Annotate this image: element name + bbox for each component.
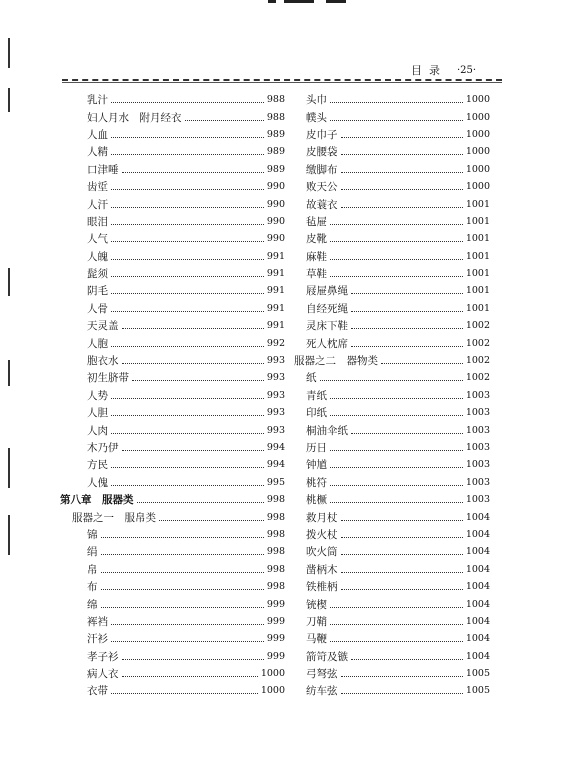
toc-entry — [294, 282, 490, 299]
toc-entry-page: 1004 — [465, 598, 490, 610]
dot-leader — [101, 607, 264, 608]
toc-column-right — [294, 91, 490, 700]
toc-entry-title: 历日 — [306, 442, 327, 454]
toc-entry — [294, 474, 490, 491]
toc-entry-title: 青纸 — [306, 389, 327, 402]
toc-entry-page: 994 — [266, 459, 285, 471]
toc-entry-page: 988 — [266, 94, 285, 106]
running-header — [411, 62, 501, 78]
dot-leader — [185, 120, 264, 121]
toc-entry — [60, 282, 285, 299]
toc-entry-page: 988 — [266, 111, 285, 123]
toc-entry-title: 人魄 — [87, 250, 108, 263]
toc-entry — [60, 248, 285, 265]
header-rule-solid — [62, 82, 502, 83]
dot-leader — [351, 328, 463, 329]
dot-leader — [111, 189, 264, 190]
toc-entry-page: 994 — [266, 442, 285, 453]
toc-entry-page: 993 — [266, 407, 285, 419]
toc-entry-title: 箭笴及镞 — [306, 650, 348, 663]
toc-entry-page: 1004 — [465, 546, 490, 558]
toc-entry-title: 皮腰袋 — [306, 146, 338, 159]
toc-entry-title: 灵床下鞋 — [306, 320, 348, 333]
dot-leader — [111, 624, 264, 625]
toc-entry — [294, 161, 490, 178]
toc-entry-title: 死人枕席 — [306, 337, 348, 350]
toc-entry — [60, 300, 285, 317]
toc-entry-page: 1004 — [465, 615, 490, 627]
toc-entry-title: 刀鞘 — [306, 615, 327, 628]
toc-entry-title: 病人衣 — [87, 668, 119, 681]
toc-entry-page: 989 — [266, 128, 285, 140]
dot-leader — [111, 102, 264, 103]
toc-entry-title: 马鞭 — [306, 633, 327, 646]
toc-entry-title: 皮靴 — [306, 233, 327, 246]
toc-entry-title: 桃橛 — [306, 494, 327, 507]
toc-entry-title: 毡屉 — [306, 215, 327, 228]
toc-entry — [60, 108, 285, 125]
dot-leader — [111, 224, 264, 225]
dot-leader — [330, 607, 463, 608]
toc-entry-title: 汗衫 — [87, 633, 108, 646]
toc-entry-title: 败天公 — [306, 181, 338, 194]
toc-entry-page: 992 — [266, 337, 285, 349]
dot-leader — [111, 415, 264, 416]
toc-entry-page: 999 — [266, 615, 285, 627]
toc-entry — [60, 595, 285, 612]
toc-entry-title: 弓弩弦 — [306, 668, 338, 681]
toc-entry — [60, 195, 285, 212]
toc-entry — [294, 456, 490, 473]
binding-edge-line — [8, 360, 10, 386]
toc-entry-title: 人血 — [87, 128, 108, 141]
binding-edge-line — [8, 268, 10, 296]
dot-leader — [122, 172, 264, 173]
header-rule-dashed — [62, 79, 502, 81]
toc-entry-page: 1000 — [260, 668, 285, 680]
toc-entry-page: 1001 — [465, 215, 490, 227]
toc-entry — [294, 543, 490, 560]
dot-leader — [111, 398, 264, 399]
toc-entry-title: 桃符 — [306, 476, 327, 489]
toc-entry-title: 吹火筒 — [306, 546, 338, 559]
toc-entry — [60, 682, 285, 699]
dot-leader — [341, 554, 463, 555]
toc-entry-title: 布 — [87, 581, 98, 594]
toc-entry-page: 1003 — [465, 407, 490, 419]
toc-entry-title: 头巾 — [306, 94, 327, 107]
toc-entry-page: 991 — [266, 285, 285, 297]
toc-entry — [294, 561, 490, 578]
dot-leader — [330, 624, 463, 625]
toc-entry — [294, 265, 490, 282]
toc-entry-page: 991 — [266, 302, 285, 314]
dot-leader — [122, 363, 264, 364]
toc-entry-title: 裈裆 — [87, 615, 108, 628]
binding-edge-line — [8, 515, 10, 555]
toc-entry — [294, 248, 490, 265]
toc-entry-title: 凿柄木 — [306, 563, 338, 576]
dot-leader — [122, 328, 264, 329]
dot-leader — [341, 207, 463, 208]
dot-leader — [101, 589, 264, 590]
dot-leader — [122, 659, 264, 660]
toc-entry — [60, 630, 285, 647]
toc-entry — [60, 91, 285, 108]
toc-entry-title: 木乃伊 — [87, 442, 119, 454]
toc-entry-page: 998 — [266, 494, 285, 506]
toc-entry-page: 1004 — [465, 528, 490, 540]
toc-entry-title: 人汗 — [87, 198, 108, 211]
dot-leader — [101, 537, 264, 538]
dot-leader — [341, 693, 463, 694]
dot-leader — [341, 537, 463, 538]
toc-column-left — [60, 91, 285, 700]
dot-leader — [111, 693, 258, 694]
dot-leader — [351, 433, 463, 434]
toc-entry-page: 991 — [266, 320, 285, 332]
toc-entry-page: 1002 — [465, 320, 490, 332]
header-title: 目录 — [411, 64, 447, 77]
toc-entry-page: 991 — [266, 268, 285, 280]
toc-entry-page: 1004 — [465, 633, 490, 645]
toc-entry — [294, 439, 490, 456]
toc-entry-title: 绢 — [87, 546, 98, 559]
dot-leader — [341, 572, 463, 573]
dot-leader — [111, 207, 264, 208]
toc-entry-page: 1000 — [465, 128, 490, 140]
toc-entry-page: 1000 — [465, 146, 490, 158]
dot-leader — [132, 380, 264, 381]
dot-leader — [351, 293, 463, 294]
dot-leader — [111, 433, 264, 434]
toc-entry — [294, 369, 490, 386]
toc-entry-page: 999 — [266, 633, 285, 645]
toc-entry — [294, 595, 490, 612]
toc-entry-page: 1000 — [465, 181, 490, 193]
toc-entry-title: 绵 — [87, 598, 98, 611]
binding-edge-line — [8, 38, 10, 68]
dot-leader — [351, 311, 463, 312]
toc-entry-title: 孝子衫 — [87, 650, 119, 663]
toc-entry-title: 帛 — [87, 563, 98, 576]
toc-entry-page: 990 — [266, 233, 285, 245]
toc-entry-page: 1001 — [465, 285, 490, 297]
toc-entry — [60, 665, 285, 682]
dot-leader — [320, 380, 463, 381]
toc-entry-title: 故蓑衣 — [306, 198, 338, 211]
toc-entry-title: 幞头 — [306, 111, 327, 124]
toc-entry-page: 1001 — [465, 233, 490, 245]
toc-entry — [294, 334, 490, 351]
toc-entry-page: 1003 — [465, 459, 490, 471]
toc-entry-title: 缴脚布 — [306, 163, 338, 176]
toc-entry-page: 991 — [266, 250, 285, 262]
toc-entry-title: 人骨 — [87, 302, 108, 315]
toc-entry-title: 锦 — [87, 528, 98, 541]
dot-leader — [122, 450, 264, 451]
dot-leader — [341, 172, 463, 173]
toc-entry-page: 1003 — [465, 494, 490, 506]
toc-entry — [60, 161, 285, 178]
toc-entry-page: 1004 — [465, 511, 490, 523]
dot-leader — [111, 241, 264, 242]
toc-section-entry — [60, 508, 285, 525]
dot-leader — [330, 502, 463, 503]
toc-entry-page: 998 — [266, 546, 285, 558]
toc-entry — [294, 387, 490, 404]
toc-entry-title: 髭须 — [87, 268, 108, 281]
dot-leader — [330, 398, 463, 399]
toc-entry-title: 人傀 — [87, 476, 108, 489]
dot-leader — [330, 450, 463, 451]
toc-entry-title: 人气 — [87, 233, 108, 246]
toc-entry — [294, 682, 490, 699]
dot-leader — [330, 102, 463, 103]
toc-entry — [294, 491, 490, 508]
dot-leader — [101, 572, 264, 573]
toc-entry — [60, 369, 285, 386]
toc-entry — [60, 526, 285, 543]
toc-entry-page: 998 — [266, 581, 285, 593]
dot-leader — [351, 659, 463, 660]
toc-entry — [60, 317, 285, 334]
toc-entry-page: 993 — [266, 389, 285, 401]
toc-entry — [60, 578, 285, 595]
toc-entry — [60, 178, 285, 195]
toc-entry-title: 钟馗 — [306, 459, 327, 472]
toc-entry-title: 铳楔 — [306, 598, 327, 611]
toc-entry — [60, 143, 285, 160]
toc-entry-title: 妇人月水 附月经衣 — [87, 111, 182, 124]
toc-entry-title: 阴毛 — [87, 285, 108, 298]
dot-leader — [351, 346, 463, 347]
dot-leader — [330, 415, 463, 416]
toc-entry-page: 1002 — [465, 355, 490, 367]
toc-entry-title: 人势 — [87, 389, 108, 402]
toc-entry-page: 999 — [266, 598, 285, 610]
toc-entry — [294, 108, 490, 125]
toc-entry — [60, 230, 285, 247]
toc-section-entry — [294, 352, 490, 369]
toc-entry-page: 999 — [266, 650, 285, 662]
toc-entry-page: 1000 — [465, 163, 490, 175]
toc-entry-title: 皮巾子 — [306, 128, 338, 141]
toc-entry-title: 口津唾 — [87, 163, 119, 176]
toc-entry-page: 1002 — [465, 337, 490, 349]
dot-leader — [159, 520, 264, 521]
toc-entry — [60, 387, 285, 404]
toc-entry-title: 人精 — [87, 146, 108, 159]
toc-entry — [60, 213, 285, 230]
toc-entry — [294, 648, 490, 665]
toc-entry-title: 衣带 — [87, 685, 108, 698]
toc-entry — [294, 630, 490, 647]
toc-entry-title: 服器之一 服帛类 — [72, 511, 156, 524]
toc-entry-page: 998 — [266, 511, 285, 523]
toc-entry — [294, 178, 490, 195]
toc-entry-title: 方民 — [87, 459, 108, 472]
dot-leader — [137, 502, 264, 503]
toc-entry-page: 1005 — [465, 668, 490, 680]
toc-entry-title: 胞衣水 — [87, 355, 119, 368]
toc-entry — [294, 578, 490, 595]
toc-entry — [60, 561, 285, 578]
toc-entry — [60, 648, 285, 665]
toc-entry-title: 齿垽 — [87, 181, 108, 194]
toc-entry — [294, 508, 490, 525]
toc-entry-page: 993 — [266, 372, 285, 384]
dot-leader — [330, 259, 463, 260]
toc-entry — [60, 265, 285, 282]
dot-leader — [111, 293, 264, 294]
toc-entry-title: 初生脐带 — [87, 372, 129, 385]
toc-entry-page: 1003 — [465, 476, 490, 488]
toc-entry-page: 998 — [266, 563, 285, 575]
dot-leader — [122, 676, 258, 677]
dot-leader — [111, 467, 264, 468]
dot-leader — [341, 520, 463, 521]
top-scan-marks — [268, 0, 358, 4]
toc-entry — [60, 352, 285, 369]
toc-entry-page: 1003 — [465, 442, 490, 453]
toc-entry — [294, 665, 490, 682]
toc-entry — [294, 126, 490, 143]
page-number: ·25· — [457, 64, 477, 76]
toc-entry — [294, 213, 490, 230]
dot-leader — [330, 467, 463, 468]
toc-entry-title: 服器之二 器物类 — [294, 355, 378, 368]
dot-leader — [111, 137, 264, 138]
toc-entry-title: 天灵盖 — [87, 320, 119, 333]
toc-entry-title: 草鞋 — [306, 268, 327, 281]
toc-entry — [60, 543, 285, 560]
toc-entry — [60, 613, 285, 630]
toc-entry — [60, 334, 285, 351]
toc-entry-title: 乳汁 — [87, 94, 108, 107]
toc-entry-title: 屐屉鼻绳 — [306, 285, 348, 298]
toc-entry-page: 1002 — [465, 372, 490, 384]
dot-leader — [111, 154, 264, 155]
toc-entry-title: 印纸 — [306, 407, 327, 420]
toc-entry — [294, 230, 490, 247]
toc-entry-title: 眼泪 — [87, 215, 108, 228]
toc-entry — [294, 317, 490, 334]
toc-entry — [294, 526, 490, 543]
toc-entry — [294, 421, 490, 438]
dot-leader — [111, 641, 264, 642]
toc-entry-page: 989 — [266, 146, 285, 158]
toc-entry-page: 990 — [266, 215, 285, 227]
toc-entry-page: 1001 — [465, 268, 490, 280]
dot-leader — [111, 276, 264, 277]
toc-entry-title: 麻鞋 — [306, 250, 327, 263]
toc-entry-page: 1004 — [465, 650, 490, 662]
toc-entry-page: 990 — [266, 198, 285, 210]
toc-entry-title: 人胞 — [87, 337, 108, 350]
toc-entry-page: 1003 — [465, 424, 490, 436]
toc-entry-page: 1000 — [465, 111, 490, 123]
toc-entry — [294, 613, 490, 630]
dot-leader — [111, 259, 264, 260]
toc-entry-title: 自经死绳 — [306, 302, 348, 315]
dot-leader — [330, 224, 463, 225]
toc-entry-page: 1001 — [465, 302, 490, 314]
dot-leader — [330, 641, 463, 642]
toc-entry-title: 第八章 服器类 — [60, 494, 134, 507]
toc-entry — [294, 91, 490, 108]
toc-entry-title: 拨火杖 — [306, 528, 338, 541]
toc-entry-page: 993 — [266, 424, 285, 436]
toc-entry-page: 1004 — [465, 581, 490, 593]
binding-edge-line — [8, 88, 10, 112]
toc-entry-title: 铁椎柄 — [306, 581, 338, 594]
toc-entry — [60, 421, 285, 438]
dot-leader — [330, 276, 463, 277]
dot-leader — [330, 485, 463, 486]
dot-leader — [101, 554, 264, 555]
dot-leader — [341, 137, 463, 138]
dot-leader — [341, 189, 463, 190]
toc-entry-title: 纸 — [306, 372, 317, 385]
dot-leader — [341, 676, 463, 677]
dot-leader — [341, 154, 463, 155]
toc-entry — [60, 456, 285, 473]
toc-entry-page: 1004 — [465, 563, 490, 575]
toc-entry-page: 989 — [266, 163, 285, 175]
dot-leader — [111, 485, 264, 486]
dot-leader — [330, 120, 463, 121]
toc-entry-page: 995 — [266, 476, 285, 488]
toc-entry-title: 桐油伞纸 — [306, 424, 348, 437]
dot-leader — [111, 311, 264, 312]
toc-entry — [294, 195, 490, 212]
dot-leader — [341, 589, 463, 590]
toc-entry — [60, 404, 285, 421]
toc-entry-title: 纺车弦 — [306, 685, 338, 698]
toc-entry-title: 救月杖 — [306, 511, 338, 524]
toc-entry-page: 1001 — [465, 198, 490, 210]
toc-entry — [294, 300, 490, 317]
dot-leader — [111, 346, 264, 347]
dot-leader — [330, 241, 463, 242]
toc-entry-page: 998 — [266, 528, 285, 540]
toc-entry-title: 人胆 — [87, 407, 108, 420]
toc-entry — [60, 474, 285, 491]
dot-leader — [381, 363, 463, 364]
toc-chapter-entry — [60, 491, 285, 508]
toc-entry — [294, 404, 490, 421]
toc-entry-page: 1005 — [465, 685, 490, 697]
toc-entry — [60, 439, 285, 456]
toc-entry-title: 人肉 — [87, 424, 108, 437]
toc-entry — [60, 126, 285, 143]
toc-entry — [294, 143, 490, 160]
toc-entry-page: 1000 — [260, 685, 285, 697]
toc-entry-page: 1003 — [465, 389, 490, 401]
toc-entry-page: 993 — [266, 355, 285, 367]
toc-entry-page: 1001 — [465, 250, 490, 262]
binding-edge-line — [8, 448, 10, 488]
toc-entry-page: 990 — [266, 181, 285, 193]
toc-entry-page: 1000 — [465, 94, 490, 106]
